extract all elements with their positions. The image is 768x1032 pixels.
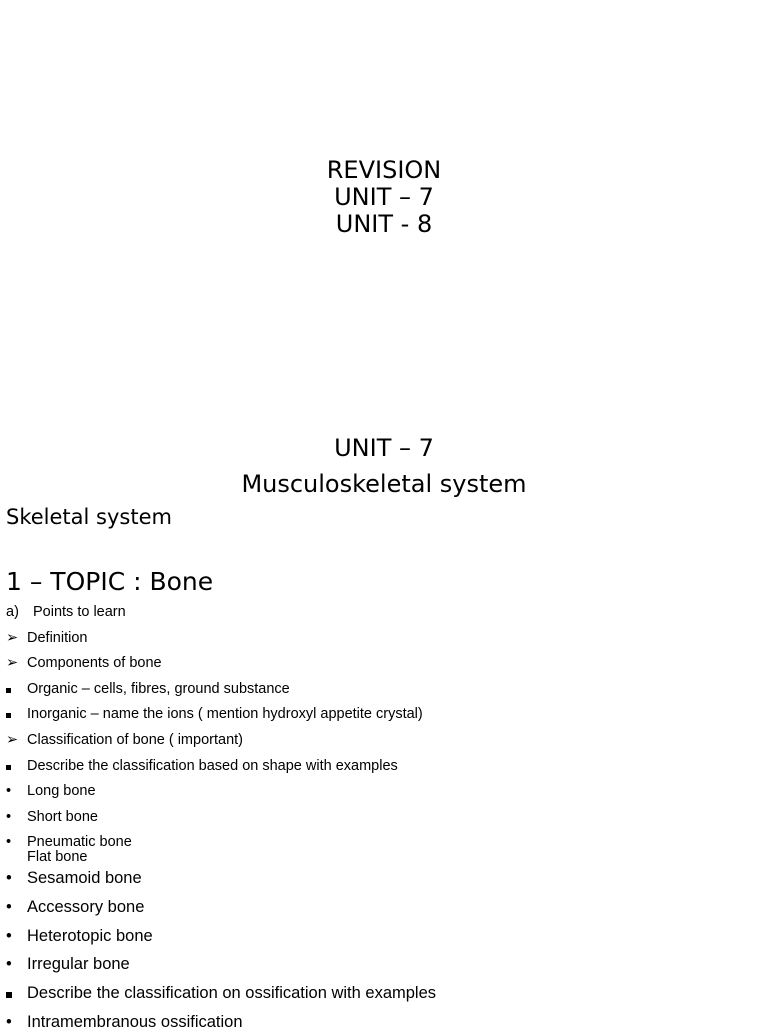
continued-list-item-text: Irregular bone <box>27 955 130 974</box>
points-list-item-text: Inorganic – name the ions ( mention hydroxyl appetite crystal) <box>27 706 423 723</box>
cover-title <box>0 157 768 238</box>
continued-list-item-text: Intramembranous ossification <box>27 1013 243 1031</box>
continued-list-item-text: Describe the classification on ossification with examples <box>27 984 437 1003</box>
topic-title: 1 – TOPIC : Bone <box>6 567 214 596</box>
points-list-item-text: Components of bone <box>27 655 162 672</box>
list-label: a) <box>6 604 19 620</box>
dot-bullet-icon: • <box>6 1013 12 1031</box>
dot-bullet-icon: • <box>6 897 12 916</box>
points-list-item-text: Classification of bone ( important) <box>27 732 243 748</box>
dot-bullet-icon: • <box>6 834 12 851</box>
points-list-item-text: Points to learn <box>33 604 126 620</box>
dot-bullet-icon: • <box>6 955 12 974</box>
points-list-item-text: Describe the classification based on shape with examples <box>27 757 398 774</box>
points-list-item-text: Pneumatic bone <box>27 834 132 851</box>
square-bullet-icon <box>6 757 22 775</box>
arrow-bullet-icon: ➢ <box>6 629 19 646</box>
unit-heading-number: UNIT – 7 <box>334 434 434 462</box>
square-bullet-icon <box>6 705 22 723</box>
dot-bullet-icon: • <box>6 783 12 800</box>
points-list-item-text: Organic – cells, fibres, ground substance <box>27 680 290 697</box>
continued-list-item-text: Sesamoid bone <box>27 869 142 887</box>
arrow-bullet-icon: ➢ <box>6 655 19 672</box>
dot-bullet-icon: • <box>6 869 12 887</box>
cut-off-line <box>27 849 147 866</box>
section-title: Skeletal system <box>6 505 172 529</box>
unit-heading-title: Musculoskeletal system <box>241 470 527 498</box>
continued-list-item-text: Accessory bone <box>27 897 145 916</box>
points-list-item-text: Long bone <box>27 783 96 800</box>
points-list-item-text: Definition <box>27 629 88 646</box>
square-bullet-icon <box>6 680 22 698</box>
square-bullet-icon <box>6 983 22 1003</box>
cover-line-unit7: UNIT – 7 <box>334 183 434 211</box>
unit-heading <box>0 430 768 502</box>
arrow-bullet-icon: ➢ <box>6 732 19 748</box>
continued-list-item-text: Heterotopic bone <box>27 926 153 945</box>
points-list-item-text: Short bone <box>27 808 98 825</box>
dot-bullet-icon: • <box>6 926 12 945</box>
dot-bullet-icon: • <box>6 808 12 825</box>
cover-line-unit8: UNIT - 8 <box>335 210 433 238</box>
cover-line-revision: REVISION <box>326 156 442 184</box>
cut-off-text: Flat bone <box>27 849 88 865</box>
